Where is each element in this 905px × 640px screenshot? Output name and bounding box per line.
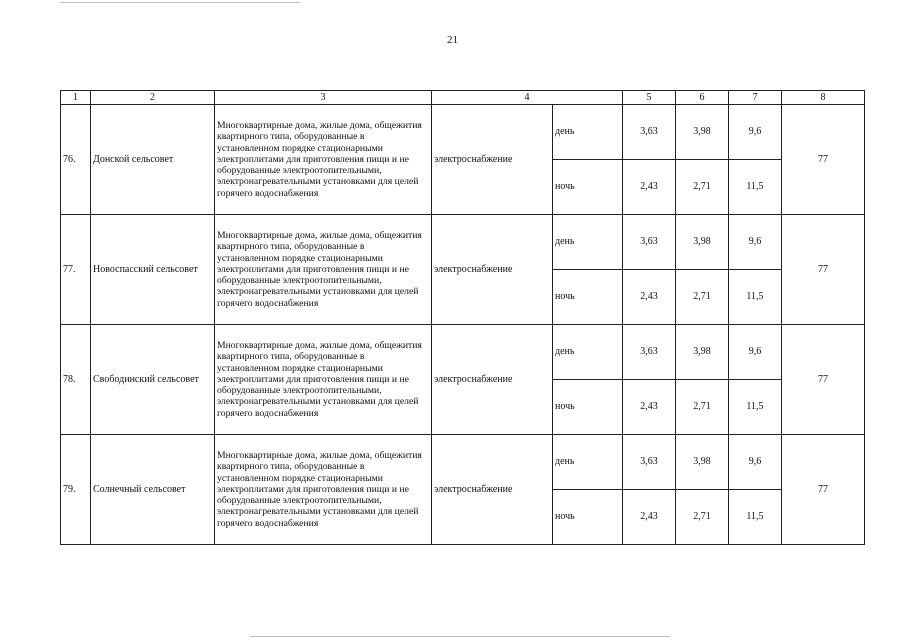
consumer-description: Многоквартирные дома, жилые дома, общежития квартирного типа, оборудованные в установленном порядке стационарными электроплитами для приготовления пищи и не оборудованные электроотопительными, электронагревательными установками для целей горячего водоснабжения: [215, 215, 432, 325]
period-label: ночь: [553, 160, 623, 215]
consumer-description: Многоквартирные дома, жилые дома, общежития квартирного типа, оборудованные в установленном порядке стационарными электроплитами для приготовления пищи и не оборудованные электроотопительными, электронагревательными установками для целей горячего водоснабжения: [215, 325, 432, 435]
value-col6: 3,98: [676, 325, 729, 380]
consumer-description: Многоквартирные дома, жилые дома, общежития квартирного типа, оборудованные в установленном порядке стационарными электроплитами для приготовления пищи и не оборудованные электроотопительными, электронагревательными установками для целей горячего водоснабжения: [215, 105, 432, 215]
table-row-day: [61, 435, 865, 490]
period-label: день: [553, 215, 623, 270]
table-header-row: [61, 91, 865, 105]
value-col6: 3,98: [676, 105, 729, 160]
settlement-name: Донской сельсовет: [91, 105, 215, 215]
value-col8: 77: [782, 435, 865, 545]
value-col5: 2,43: [623, 160, 676, 215]
value-col8: 77: [782, 105, 865, 215]
value-col7: 11,5: [729, 270, 782, 325]
value-col7: 11,5: [729, 380, 782, 435]
settlement-name: Свободинский сельсовет: [91, 325, 215, 435]
value-col7: 9,6: [729, 325, 782, 380]
value-col7: 9,6: [729, 215, 782, 270]
row-number: 78.: [61, 325, 91, 435]
value-col7: 9,6: [729, 105, 782, 160]
value-col5: 2,43: [623, 380, 676, 435]
value-col8: 77: [782, 325, 865, 435]
period-label: ночь: [553, 380, 623, 435]
table-row-day: [61, 325, 865, 380]
row-number: 76.: [61, 105, 91, 215]
value-col6: 2,71: [676, 490, 729, 545]
page-number: 21: [447, 34, 458, 46]
value-col7: 11,5: [729, 160, 782, 215]
value-col6: 2,71: [676, 160, 729, 215]
value-col6: 2,71: [676, 270, 729, 325]
consumer-description: Многоквартирные дома, жилые дома, общежития квартирного типа, оборудованные в установленном порядке стационарными электроплитами для приготовления пищи и не оборудованные электроотопительными, электронагревательными установками для целей горячего водоснабжения: [215, 435, 432, 545]
service-type: электроснабжение: [432, 325, 553, 435]
service-type: электроснабжение: [432, 435, 553, 545]
period-label: ночь: [553, 490, 623, 545]
header-cell-1: 1: [61, 91, 91, 105]
value-col5: 3,63: [623, 215, 676, 270]
table-row-day: [61, 215, 865, 270]
value-col5: 3,63: [623, 325, 676, 380]
header-cell-2: 2: [91, 91, 215, 105]
value-col6: 3,98: [676, 435, 729, 490]
scan-artifact-top: [60, 2, 300, 3]
value-col5: 2,43: [623, 490, 676, 545]
settlement-name: Новоспасский сельсовет: [91, 215, 215, 325]
header-cell-4: 4: [432, 91, 623, 105]
row-number: 79.: [61, 435, 91, 545]
period-label: день: [553, 325, 623, 380]
settlement-name: Солнечный сельсовет: [91, 435, 215, 545]
header-cell-6: 6: [676, 91, 729, 105]
service-type: электроснабжение: [432, 105, 553, 215]
tariff-table: [60, 90, 865, 545]
value-col5: 3,63: [623, 435, 676, 490]
header-cell-7: 7: [729, 91, 782, 105]
scan-artifact-bottom: [250, 636, 670, 637]
header-cell-5: 5: [623, 91, 676, 105]
service-type: электроснабжение: [432, 215, 553, 325]
value-col5: 2,43: [623, 270, 676, 325]
period-label: ночь: [553, 270, 623, 325]
table-row-day: [61, 105, 865, 160]
value-col7: 11,5: [729, 490, 782, 545]
value-col6: 3,98: [676, 215, 729, 270]
value-col6: 2,71: [676, 380, 729, 435]
period-label: день: [553, 105, 623, 160]
header-cell-8: 8: [782, 91, 865, 105]
header-cell-3: 3: [215, 91, 432, 105]
value-col7: 9,6: [729, 435, 782, 490]
row-number: 77.: [61, 215, 91, 325]
value-col8: 77: [782, 215, 865, 325]
period-label: день: [553, 435, 623, 490]
value-col5: 3,63: [623, 105, 676, 160]
